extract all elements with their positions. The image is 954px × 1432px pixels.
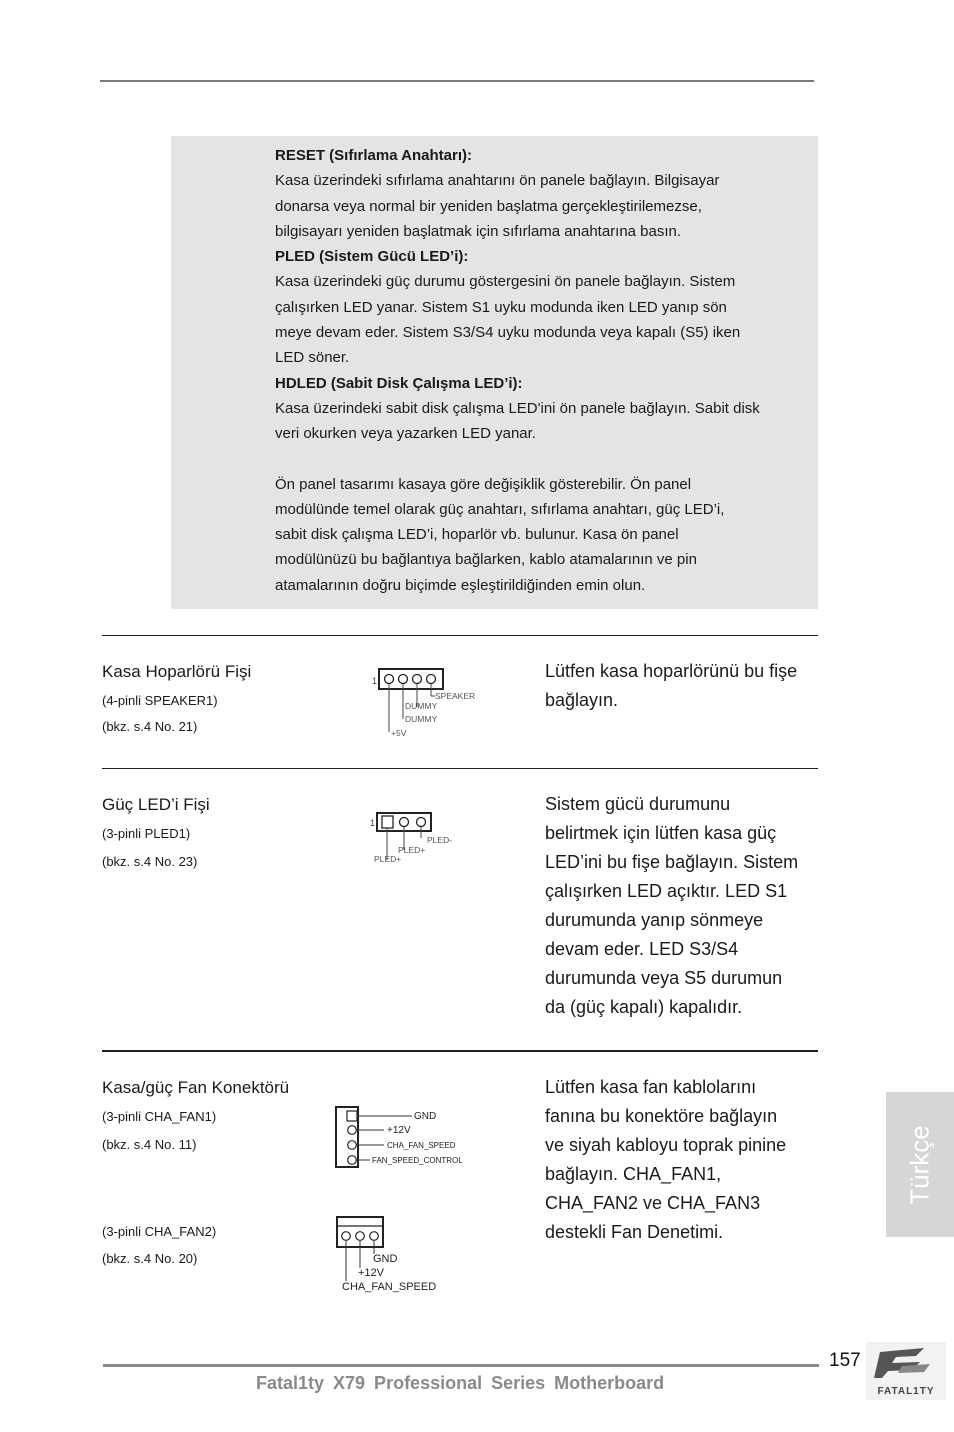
- desc-line: devam eder. LED S3/S4: [545, 939, 739, 959]
- hdled-line: Kasa üzerindeki sabit disk çalışma LED'ini ön panele bağlayın. Sabit disk: [275, 399, 760, 417]
- desc-line: çalışırken LED açıktır. LED S1: [545, 881, 788, 901]
- speaker-connector-diagram: [372, 664, 487, 745]
- note-line: sabit disk çalışma LED’i, hoparlör vb. bulunur. Kasa ön panel: [275, 526, 679, 544]
- cha-fan2-diagram: [334, 1214, 459, 1301]
- note-line: Ön panel tasarımı kasaya göre değişiklik gösterebilir. Ön panel: [275, 475, 692, 493]
- speaker-ref: (bkz. s.4 No. 21): [102, 719, 198, 734]
- desc-line: Lütfen kasa hoparlörünü bu fişe: [545, 661, 798, 681]
- reset-line: bilgisayarı yeniden başlatmak için sıfırlama anahtarına basın.: [275, 222, 682, 240]
- footer-rule: [103, 1364, 819, 1367]
- desc-line: CHA_FAN2 ve CHA_FAN3: [545, 1193, 761, 1213]
- 12v-label: +12V: [387, 1125, 411, 1136]
- cha-fan-speed-label: CHA_FAN_SPEED: [387, 1141, 456, 1150]
- reset-line: Kasa üzerindeki sıfırlama anahtarını ön panele bağlayın. Bilgisayar: [275, 172, 720, 190]
- hdled-line: veri okurken veya yazarken LED yanar.: [275, 425, 536, 443]
- 12v-label: +12V: [358, 1267, 384, 1279]
- pled-plus-label: PLED+: [374, 854, 402, 864]
- note-line: atamalarının doğru biçimde eşleştirildiğinden emin olun.: [275, 576, 646, 594]
- gnd-label: GND: [414, 1111, 437, 1122]
- hdled-title: HDLED (Sabit Disk Çalışma LED’i):: [275, 374, 523, 392]
- pled-plus-label: PLED+: [398, 845, 426, 855]
- pled-line: LED söner.: [275, 349, 350, 367]
- speaker-title: Kasa Hoparlörü Fişi: [102, 662, 252, 681]
- fatal1ty-logo: [866, 1342, 946, 1400]
- pled-minus-label: PLED-: [427, 835, 453, 845]
- front-panel-info-text: [275, 143, 823, 598]
- pled-title: PLED (Sistem Gücü LED’i):: [275, 248, 469, 266]
- pled-title: Güç LED’i Fişi: [102, 795, 210, 814]
- pled-line: Kasa üzerindeki güç durumu göstergesini ön panele bağlayın. Sistem: [275, 273, 736, 291]
- fan-description: [545, 1073, 825, 1247]
- speaker-pin-label: SPEAKER: [435, 691, 476, 701]
- dummy-pin-label: DUMMY: [405, 701, 438, 711]
- note-line: modülünde temel olarak güç anahtarı, sıfırlama anahtarı, güç LED’i,: [275, 500, 725, 518]
- pled-description: [545, 790, 825, 1022]
- language-tab: [886, 1092, 954, 1237]
- section-divider: [102, 768, 818, 769]
- pin1-label: 1: [372, 676, 378, 686]
- reset-line: donarsa veya normal bir yeniden başlatma gerçekleştirilemezse,: [275, 197, 702, 215]
- desc-line: fanına bu konektöre bağlayın: [545, 1106, 778, 1126]
- pled-pins: (3-pinli PLED1): [102, 826, 191, 841]
- language-tab-label: Türkçe: [904, 1124, 935, 1205]
- pled-ref: (bkz. s.4 No. 23): [102, 854, 198, 869]
- dummy-pin-label: DUMMY: [405, 714, 438, 724]
- speaker-description: [545, 657, 825, 715]
- desc-line: da (güç kapalı) kapalıdır.: [545, 997, 743, 1017]
- fan-speed-control-label: FAN_SPEED_CONTROL: [372, 1156, 463, 1165]
- gnd-label: GND: [373, 1253, 398, 1265]
- cha-fan1-diagram: [334, 1105, 484, 1176]
- note-line: modülünüzü bu bağlantıya bağlarken, kablo atamalarının ve pin: [275, 551, 697, 569]
- fan-title: Kasa/güç Fan Konektörü: [102, 1078, 290, 1097]
- fan2-ref: (bkz. s.4 No. 20): [102, 1251, 198, 1266]
- desc-line: Sistem gücü durumunu: [545, 794, 731, 814]
- desc-line: LED’ini bu fişe bağlayın. Sistem: [545, 852, 799, 872]
- page-number: 157: [829, 1350, 861, 1371]
- section-divider: [102, 635, 818, 636]
- desc-line: bağlayın.: [545, 690, 619, 710]
- fan1-pins: (3-pinli CHA_FAN1): [102, 1109, 217, 1124]
- section-divider: [102, 1050, 818, 1052]
- top-rule: [100, 80, 814, 82]
- desc-line: ve siyah kabloyu toprak pinine: [545, 1135, 787, 1155]
- desc-line: belirtmek için lütfen kasa güç: [545, 823, 777, 843]
- desc-line: bağlayın. CHA_FAN1,: [545, 1164, 722, 1184]
- cha-fan-speed-label: CHA_FAN_SPEED: [342, 1281, 437, 1293]
- desc-line: durumunda yanıp sönmeye: [545, 910, 764, 930]
- pled-line: çalışırken LED yanar. Sistem S1 uyku modunda iken LED yanıp sön: [275, 298, 727, 316]
- desc-line: Lütfen kasa fan kablolarını: [545, 1077, 757, 1097]
- fan2-pins: (3-pinli CHA_FAN2): [102, 1224, 217, 1239]
- fan1-ref: (bkz. s.4 No. 11): [102, 1137, 197, 1152]
- desc-line: durumunda veya S5 durumun: [545, 968, 783, 988]
- pin1-label: 1: [370, 818, 376, 828]
- desc-line: destekli Fan Denetimi.: [545, 1222, 724, 1242]
- reset-title: RESET (Sıfırlama Anahtarı):: [275, 147, 472, 164]
- footer-title: Fatal1ty X79 Professional Series Motherboard: [256, 1373, 665, 1393]
- pled-line: meye devam eder. Sistem S3/S4 uyku modunda veya kapalı (S5) iken: [275, 324, 741, 342]
- 5v-pin-label: +5V: [391, 728, 407, 738]
- logo-text: FATAL1TY: [877, 1386, 935, 1397]
- pled-connector-diagram: [370, 810, 455, 871]
- speaker-pins: (4-pinli SPEAKER1): [102, 693, 218, 708]
